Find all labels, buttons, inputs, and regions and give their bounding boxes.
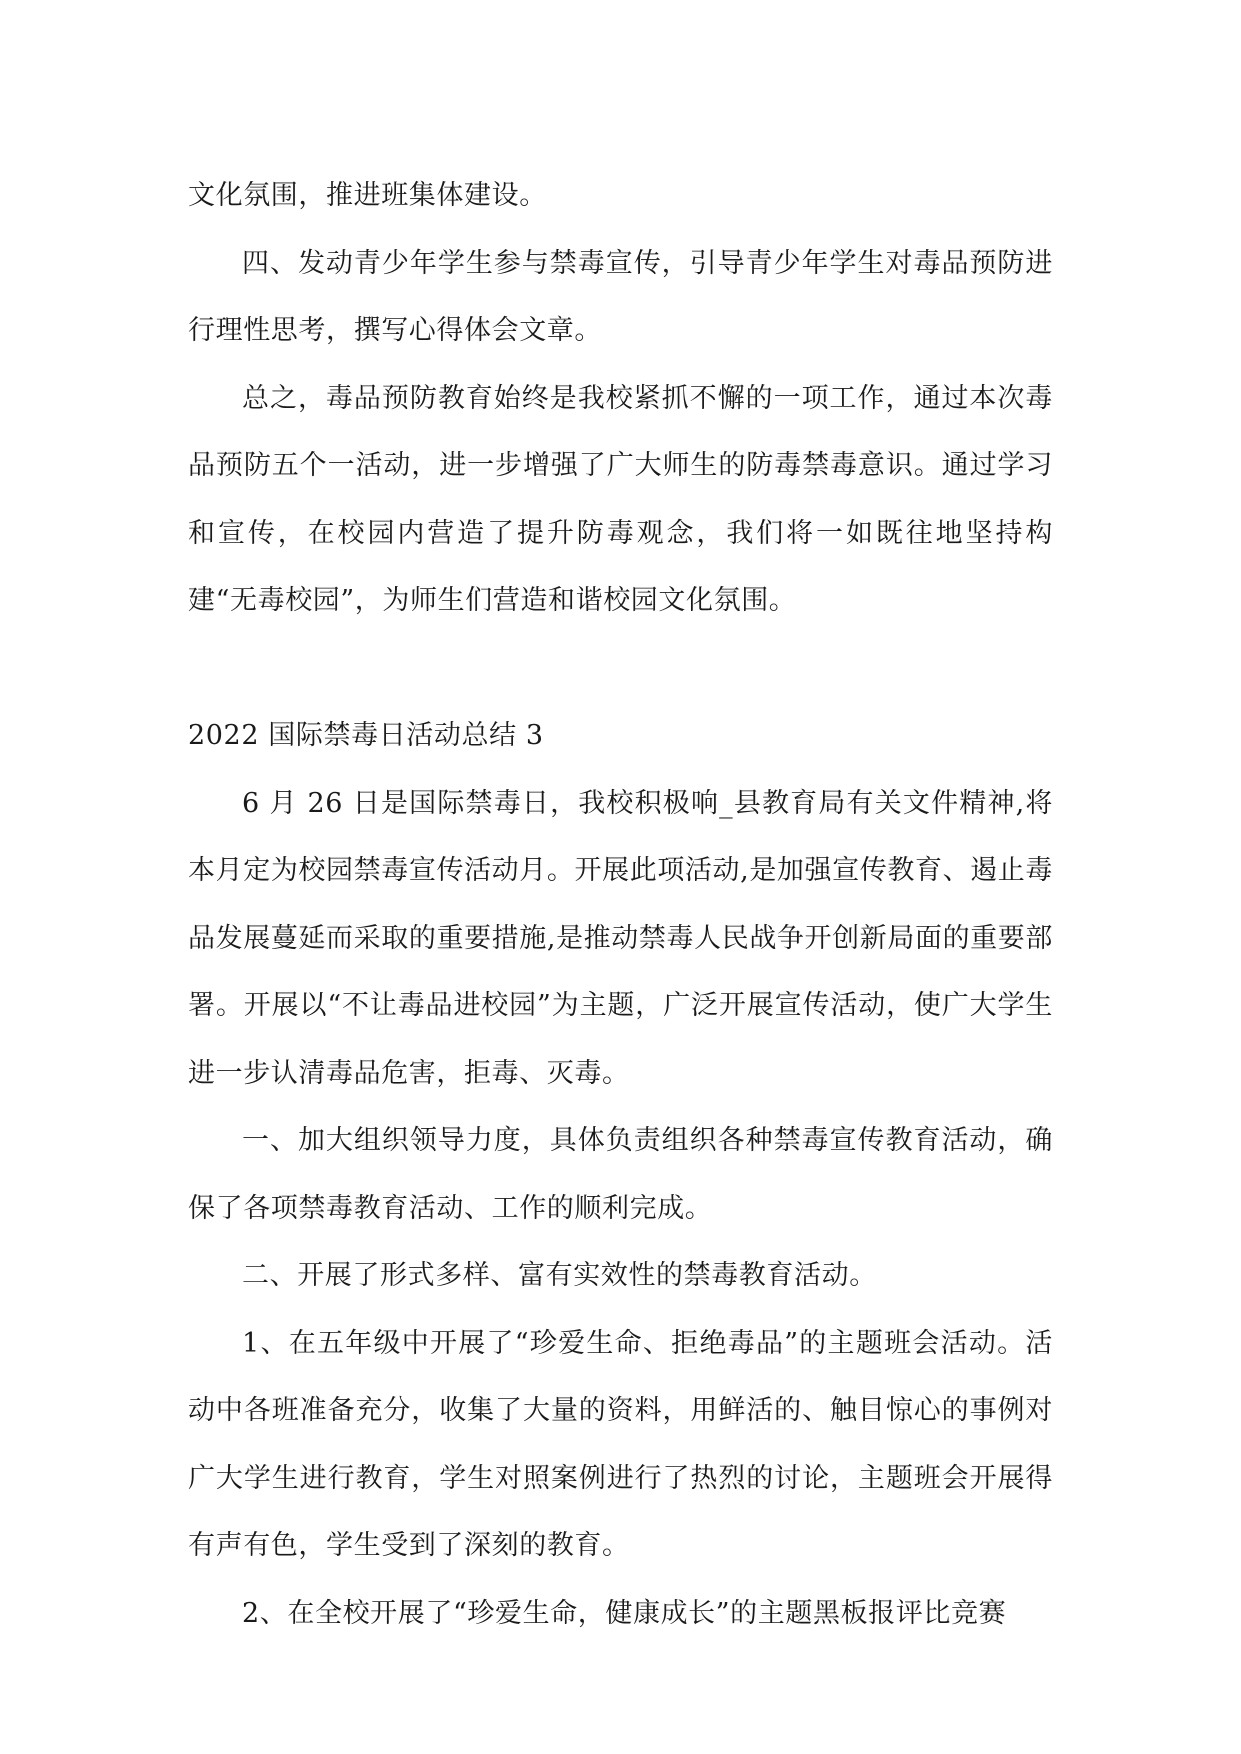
section-title: 2022 国际禁毒日活动总结 3 — [188, 720, 544, 751]
document-body — [188, 162, 1053, 1647]
paragraph-subitem-two: 2、在全校开展了“珍爱生命，健康成长”的主题黑板报评比竞赛 — [242, 1597, 1007, 1629]
paragraph-continuation: 文化氛围，推进班集体建设。 — [188, 180, 547, 211]
paragraph-subitem-one: 1、在五年级中开展了“珍爱生命、拒绝毒品”的主题班会活动。活动中各班准备充分，收集了大量的资料，用鲜活的、触目惊心的事例对广大学生进行教育，学生对照案例进行了热烈的讨论，主题班会开展得有声有色，学生受到了深刻的教育。 — [188, 1327, 1053, 1561]
paragraph-item-one: 一、加大组织领导力度，具体负责组织各种禁毒宣传教育活动，确保了各项禁毒教育活动、工作的顺利完成。 — [188, 1125, 1053, 1224]
paragraph-item-two: 二、开展了形式多样、富有实效性的禁毒教育活动。 — [242, 1260, 877, 1291]
paragraph-summary: 总之，毒品预防教育始终是我校紧抓不懈的一项工作，通过本次毒品预防五个一活动，进一步增强了广大师生的防毒禁毒意识。通过学习和宣传，在校园内营造了提升防毒观念，我们将一如既往地坚持构建“无毒校园”，为师生们营造和谐校园文化氛围。 — [188, 382, 1053, 616]
paragraph-item-four: 四、发动青少年学生参与禁毒宣传，引导青少年学生对毒品预防进行理性思考，撰写心得体会文章。 — [188, 247, 1053, 346]
paragraph-intro: 6 月 26 日是国际禁毒日，我校积极响_县教育局有关文件精神,将本月定为校园禁毒宣传活动月。开展此项活动,是加强宣传教育、遏止毒品发展蔓延而采取的重要措施,是推动禁毒人民战争开创新局面的重要部署。开展以“不让毒品进校园”为主题，广泛开展宣传活动，使广大学生进一步认清毒品危害，拒毒、灭毒。 — [188, 787, 1053, 1089]
